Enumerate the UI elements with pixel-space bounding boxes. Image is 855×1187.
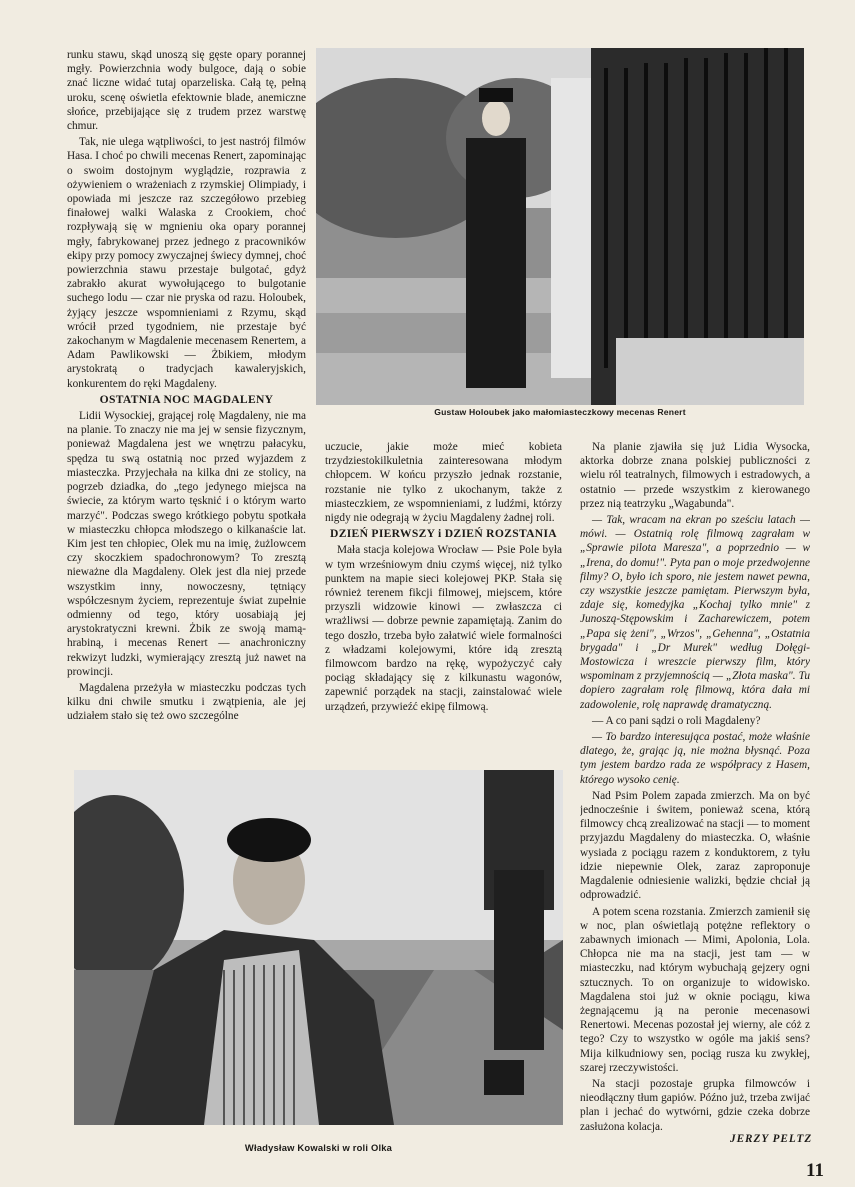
col3-para-1: Na planie zjawiła się już Lidia Wysocka, aktorka dobrze znana polskiej publiczności z wielu ról teatralnych, filmowych i estradowych, a ostatnio — przede wszystkim z kierowanego przez nią teatrzyku „Wagabunda". [580, 441, 810, 510]
page-number: 11 [806, 1160, 824, 1181]
col3-para-4 [580, 730, 810, 787]
caption-bottom-photo: Władysław Kowalski w roli Olka [244, 1142, 393, 1153]
col1-para-2: Tak, nie ulega wątpliwości, to jest nastrój filmów Hasa. I choć po chwili mecenas Renert, zapominając o swoim dostojnym wyglądzie, rozprawia z ożywieniem o wrażeniach z rzymskiej Olimpiady, i opowiada mi jeszcze raz szczegółowo przebieg finałowej walki Walaska z Crookiem, choć rozpływają się w mgnieniu oka opary porannej mgły, fabrykowanej przez jednego z pracowników ekipy przy pomocy zwyczajnej świecy dymnej, choć powierzchnia stawu przestaje bulgotać, gdyż zabrakło akurat wywołującego to bulgotanie suchego lodu — czar nie pryska od razu. Holoubek, żyjący jeszcze wspomnieniami z Rzymu, skąd wrócił przed tygodniem, nie przestaje być zakochanym w Magdalenie mecenasem Renertem, a Adam Pawlikowski — Żbikiem, młodym arystokratą o tradycjach kawaleryjskich, konkurentem do ręki Magdaleny. [67, 136, 306, 390]
col1-para-4: Magdalena przeżyła w miasteczku podczas tych kilku dni chwile smutku i zwątpienia, ale jej udziałem stało się też owo szczególne [67, 681, 306, 723]
col3-para-6: A potem scena rozstania. Zmierzch zamienił się w noc, plan oświetlają potężne reflektory o zabawnych imionach — Mimi, Apolonia, Lola. Chłopca nie ma na stacji, jest tam — w miasteczku, nad którym wybuchają gejzery ogni sztucznych. To on organizuje to widowisko. Magdalena stoi już w oknie pociągu, kiwa żegnającemu ją na peronie mecenasowi Renertowi. Mecenas pozostał jej wierny, ale cóż z tego? Czy to wszystko w ogóle ma jakiś sens? Mija kilkudniowy sen, pociąg rusza ku zwykłej, szarej rzeczywistości. [580, 905, 810, 1074]
col3-para-2-text: — Tak, wracam na ekran po sześciu latach — mówi. — Ostatnią rolę filmową zagrałam w „Sprawie pilota Maresza", a poprzednio — w „Irena, do domu!". Pyta pan o moje przedwojenne filmy? O, było ich sporo, nie jestem nawet pewna, czy wszystkie jeszcze pamiętam. Pierwszym była, zdaje się, komedyjka „Kochaj tylko mnie" z Junoszą-Stępowskim i Zacharewiczem, potem „Papa się żeni", „Wrzos", „Gehenna", „Ostatnia brygada" i „Dr Murek" według Dołęgi-Mostowicza i wreszcie pierwszy film, który wspominam z przyjemnością — „Złota maska". Tu dopiero zagrałam rolę filmową, która dała mi zadowolenie, rolę naprawdę dramatyczną. [580, 514, 810, 711]
col3-para-7: Na stacji pozostaje grupka filmowców i nieodłączny tłum gapiów. Późno już, trzeba zwijać plan i jechać do wytwórni, gdzie czeka dobrze zasłużona kolacja. [580, 1077, 810, 1133]
col3-para-4-text: — To bardzo interesująca postać, może właśnie dlatego, że, grając ją, nie można błysnąć. Poza tym jestem bardzo rada ze współpracy z Hasem, którego wysoko cenię. [580, 731, 810, 786]
col3-para-5: Nad Psim Polem zapada zmierzch. Ma on być jednocześnie i świtem, ponieważ scena, którą filmowcy chcą zrealizować na stacji — to moment przyjazdu Magdaleny do miasteczka. O, właśnie wysiada z pociągu razem z konduktorem, z tyłu idzie niepewnie Olek, zaraz zaproponuje Magdalenie odniesienie walizki, będzie chciał ją odprowadzić. [580, 789, 810, 902]
photo-holoubek [316, 48, 804, 405]
section-heading-ostatnia-noc: OSTATNIA NOC MAGDALENY [99, 392, 274, 406]
col1-para-1: runku stawu, skąd unoszą się gęste opary porannej mgły. Powierzchnia wody bulgoce, dają o sobie znać liczne widać tutaj oparzeliska. Całą tę, pełną uroku, scenę oświetla efektownie blade, anemiczne słońce, przebijające się z trudem przez warstwę chmur. [67, 49, 306, 133]
photo-kowalski-graphic [74, 770, 563, 1125]
col2-para-2: Mała stacja kolejowa Wrocław — Psie Pole była w tym wrześniowym dniu czymś więcej, niż tylko punktem na mapie sieci kolejowej PKP. Stała się również terenem fikcji filmowej, miejscem, które przyszli widzowie kinowi — zwłaszcza ci wrażliwsi — dobrze pewnie zapamiętają. Zanim do tego doszło, trzeba było załatwić wiele formalności z władzami kolejowymi, które idą zresztą filmowcom bardzo na rękę, wypożyczyć cały pociąg składający się z kilkunastu wagonów, zapewnić porządek na stacji, zainstalować wiele urządzeń, przywieźć ekipę filmową. [325, 544, 562, 713]
section-heading-dzien-pierwszy: DZIEŃ PIERWSZY i DZIEŃ ROZSTANIA [330, 527, 557, 541]
photo-kowalski [74, 770, 563, 1125]
caption-top-photo: Gustaw Holoubek jako małomiasteczkowy mecenas Renert [434, 407, 686, 417]
column-3 [580, 440, 810, 1140]
author-signature: JERZY PELTZ [730, 1133, 813, 1145]
col3-para-2 [580, 513, 810, 712]
col1-para-3: Lidii Wysockiej, grającej rolę Magdaleny, nie ma na planie. To znaczy nie ma jej w sensie fizycznym, ponieważ Magdalena jest we wnętrzu pałacyku, spędza tu swą ostatnią noc przed wyjazdem z miasteczka. Przyjechała na kilka dni ze stolicy, na pogrzeb dziadka, do „tego jedynego miejsca na świecie, za którym warto tęsknić i o którym warto marzyć". Podczas swego krótkiego pobytu spotkała w miasteczku chłopca młodszego o kilkanaście lat. Kim jest ten chłopiec, Olek mu na imię, żużlowcem czy skoczkiem spadochronowym? To zresztą nieważne dla Magdaleny. Olek jest dla niej przede wszystkim inny, nowoczesny, tętniący współczesnym życiem, reprezentuje świat zupełnie odmienny od tego, który uosabiają jej arystokratyczni krewni. Żbik ze swoją mamą-hrabiną, i mecenas Renert — anachroniczny rekwizyt ludzki, wymierający zresztą już nawet na prowincji. [67, 410, 306, 678]
col3-para-3: — A co pani sądzi o roli Magdaleny? [592, 714, 761, 727]
column-1 [67, 48, 306, 728]
column-2 [325, 440, 562, 740]
col2-para-1: uczucie, jakie może mieć kobieta trzydziestokilkuletnia zainteresowana młodym chłopcem. W końcu przyszło jednak rozstanie, rozstanie nie tylko z ukochanym, także z miasteczkiem, ze wspomnieniami, z ludźmi, którzy nigdy nie odegrają w życiu Magdaleny żadnej roli. [325, 441, 562, 525]
photo-holoubek-graphic [316, 48, 804, 405]
